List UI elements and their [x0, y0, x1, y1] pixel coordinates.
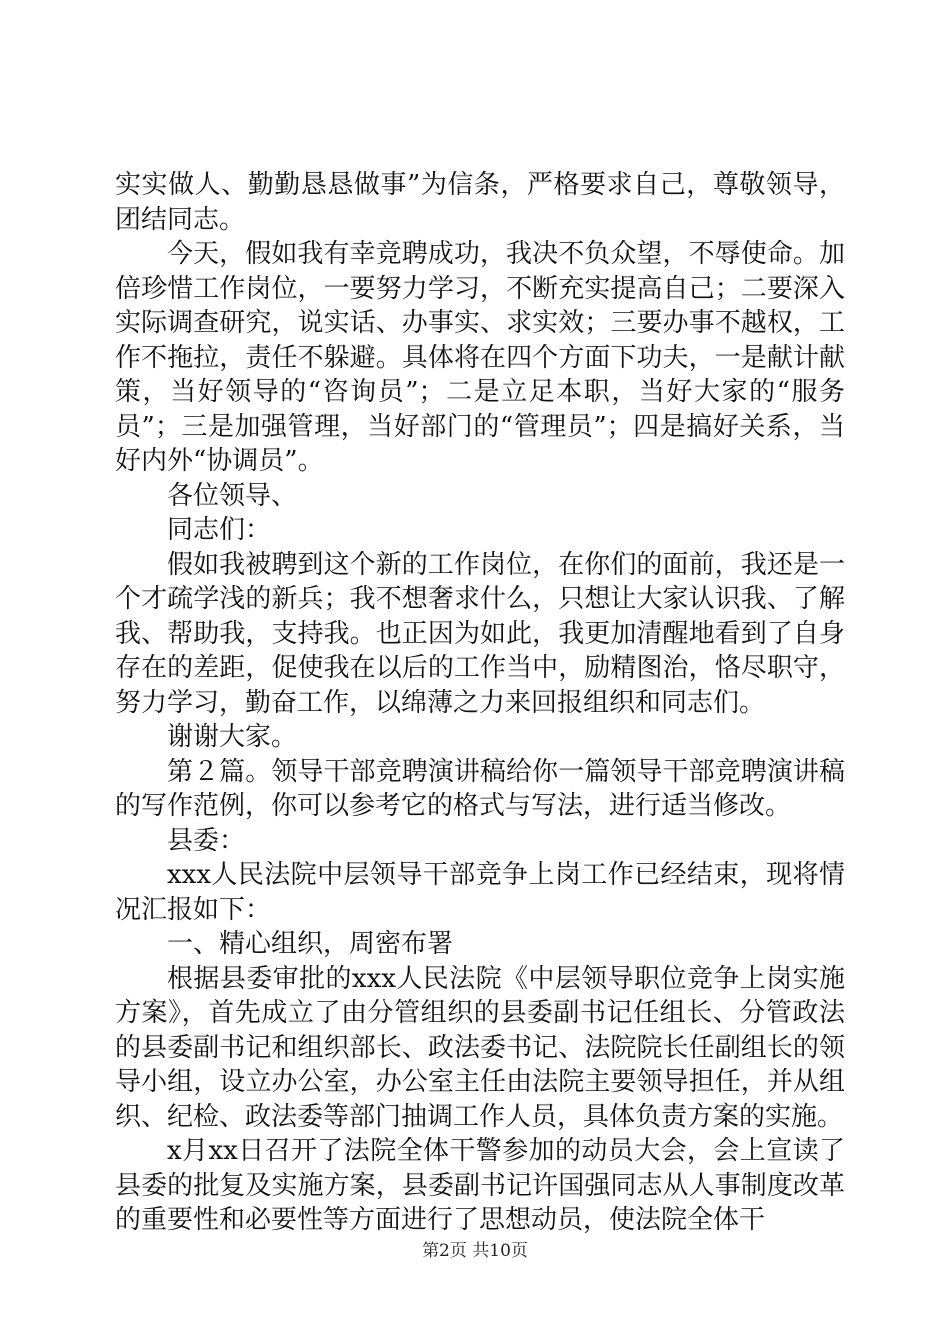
paragraph-9: xxx人民法院中层领导干部竞争上岗工作已经结束，现将情况汇报如下： — [115, 860, 845, 925]
page-footer: 第2页 共10页 — [422, 1241, 528, 1261]
paragraph-5: 假如我被聘到这个新的工作岗位，在你们的面前，我还是一个才疏学浅的新兵；我不想奢求什么，只想让大家认识我、了解我、帮助我，支持我。也正因为如此，我更加清醒地看到了自身存在的差距，促使我在以后的工作当中，励精图治，恪尽职守，努力学习，勤奋工作，以绵薄之力来回报组织和同志们。 — [115, 549, 845, 718]
paragraph-11: 根据县委审批的xxx人民法院《中层领导职位竞争上岗实施方案》，首先成立了由分管组织的县委副书记任组长、分管政法的县委副书记和组织部长、政法委书记、法院院长任副组长的领导小组，设立办公室，办公室主任由法院主要领导担任，并从组织、纪检、政法委等部门抽调工作人员，具体负责方案的实施。 — [115, 963, 845, 1132]
paragraph-6: 谢谢大家。 — [167, 722, 298, 752]
paragraph-4: 同志们： — [167, 515, 272, 545]
paragraph-3: 各位领导、 — [167, 480, 298, 511]
paragraph-8: 县委： — [167, 825, 246, 856]
document-body — [115, 168, 845, 1238]
paragraph-7: 第２篇。领导干部竞聘演讲稿给你一篇领导干部竞聘演讲稿的写作范例，你可以参考它的格式与写法，进行适当修改。 — [115, 756, 845, 821]
paragraph-12: x月xx日召开了法院全体干警参加的动员大会，会上宣读了县委的批复及实施方案，县委副书记许国强同志从人事制度改革的重要性和必要性等方面进行了思想动员，使法院全体干 — [115, 1136, 845, 1235]
paragraph-1: 实实做人、勤勤恳恳做事”为信条，严格要求自己，尊敬领导，团结同志。 — [115, 170, 845, 235]
paragraph-10: 一、精心组织，周密布署 — [167, 929, 454, 959]
paragraph-2: 今天，假如我有幸竞聘成功，我决不负众望，不辱使命。加倍珍惜工作岗位，一要努力学习，不断充实提高自己；二要深入实际调查研究，说实话、办事实、求实效；三要办事不越权，工作不拖拉，责任不躲避。具体将在四个方面下功夫，一是献计献策，当好领导的“咨询员”；二是立足本职，当好大家的“服务员”；三是加强管理，当好部门的“管理员”；四是搞好关系，当好内外“协调员”。 — [115, 239, 845, 476]
